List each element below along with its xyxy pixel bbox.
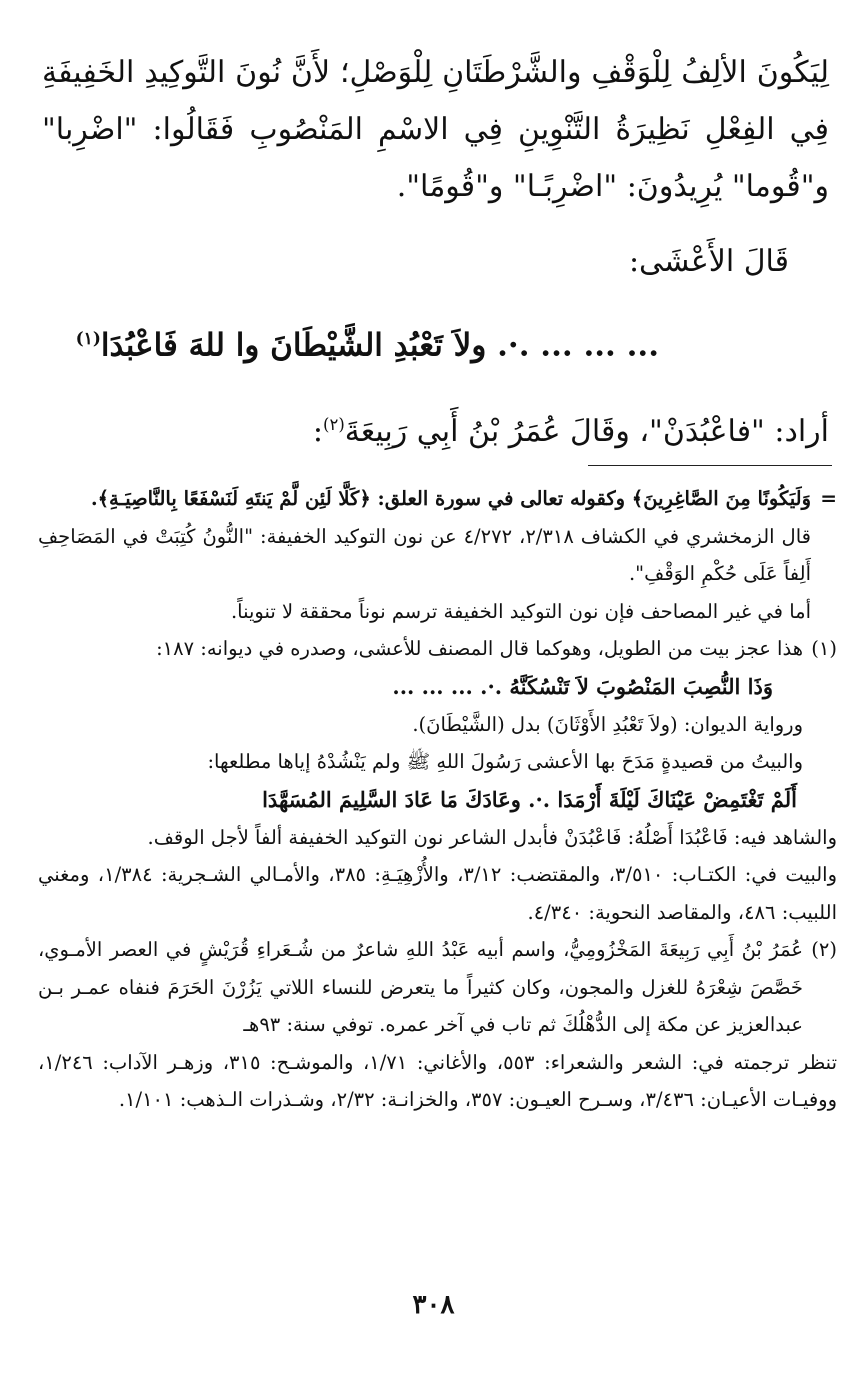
paragraph-3-colon: : xyxy=(312,414,324,450)
note-line: قال الزمخشري في الكشاف ٢/٣١٨، ٤/٢٧٢ عن نون التوكيد الخفيفة: "النُّونُ كُتِبَتْ في المَصَاحِفِ أَلِفاً عَلَى حُكْمِ الوَقْفِ". xyxy=(38,524,811,585)
note-line: تنظر ترجمته في: الشعر والشعراء: ٥٥٣، والأغاني: ١/٧١، والموشـح: ٣١٥، وزهـر الآداب: ١/٢٤٦، ووفيـات الأعيـان: ٣/٤٣٦، وسـرح العيـون: ٣٥٧، والخزانـة: ٢/٣٢، وشـذرات الـذهب: ١/١٠١. xyxy=(38,1050,837,1111)
note-line: عُمَرُ بْنُ أَبِي رَبِيعَةَ المَخْزُومِيُّ، واسم أبيه عَبْدُ اللهِ شاعرٌ من شُـعَراءِ قُرَيْشٍ في العصر الأمـوي، خَصَّصَ شِعْرَهُ للغزل والمجون، وكان كثيراً ما يتعرض للنساء اللاتي يَزُرْنَ الحَرَمَ فنفاه عمـر بـن عبدالعزيز عن مكة إلى الدُّهْلُكَ ثم تاب في آخر عمره. توفي سنة: ٩٣هـ xyxy=(38,938,803,1036)
continuation-mark: = xyxy=(820,486,837,510)
footnote-1 xyxy=(38,630,837,668)
footnote-continued-body xyxy=(38,480,811,630)
paragraph-1: لِيَكُونَ الألِفُ لِلْوَقْفِ والشَّرْطَتَانِ لِلْوَصْلِ؛ لأَنَّ نُونَ التَّوكِيدِ الخَفِيفَةِ فِي الفِعْلِ نَظِيرَةُ التَّنْوِينِ فِي الاسْمِ المَنْصُوبِ فَقَالُوا: "اضْرِبا" و"قُوما" يُرِيدُونَ: "اضْرِبًـا" و"قُومًا". xyxy=(42,55,829,204)
note-line: أما في غير المصاحف فإن نون التوكيد الخفيفة ترسم نوناً محققة لا تنويناً. xyxy=(230,599,811,623)
footnote-1-body xyxy=(38,630,803,668)
footnote-continued xyxy=(38,480,837,630)
footnote-2 xyxy=(38,931,837,1044)
footnote-1-verse: وَذَا النُّصِبَ المَنْصُوبَ لاَ تَنْسُكَنَّهُ .·. ... ... ... xyxy=(392,673,773,699)
page-number: ٣٠٨ xyxy=(412,1290,455,1320)
note-line: وَلَيَكُونًا مِنَ الصَّاغِرِينَ﴾ وكقوله تعالى في سورة العلق: ﴿كَلَّا لَئِن لَّمْ يَنتَهِ لَنَسْفَعًا بِالنَّاصِيَـةِ﴾. xyxy=(90,487,811,510)
footnote-1-number: (١) xyxy=(811,637,837,660)
footnote-divider xyxy=(588,465,832,466)
paragraph-3 xyxy=(42,396,829,460)
footnote-1-cont xyxy=(38,706,837,781)
footnote-ref-2[interactable]: (٢) xyxy=(323,415,345,435)
verse-line xyxy=(42,312,829,372)
note-line: ورواية الديوان: (ولاَ تَعْبُدِ الأَوْثَانَ) بدل (الشَّيْطَانَ). xyxy=(412,712,803,736)
note-line: هذا عجز بيت من الطويل، وهوكما قال المصنف للأعشى، وصدره في ديوانه: ١٨٧: xyxy=(156,637,803,660)
verse-text: ... ... ... .·. ولاَ تَعْبُدِ الشَّيْطَانَ وا للهَ فَاعْبُدَا xyxy=(100,327,659,364)
main-text xyxy=(42,44,829,460)
note-line: والبيت في: الكتـاب: ٣/٥١٠، والمقتضب: ٣/١٢، والأُزْهِيَـةِ: ٣٨٥، والأمـالي الشـجرية: ١/٣٨٤، ومغني اللبيب: ٤٨٦، والمقاصد النحوية: ٤/٣٤٠. xyxy=(38,863,838,924)
paragraph-2: قَالَ الأَعْشَى: xyxy=(628,244,789,279)
note-line: والشاهد فيه: فَاعْبُدَا أَصْلُهُ: فَاعْبُدَنْ فأبدل الشاعر نون التوكيد الخفيفة ألفاً لأجل الوقف. xyxy=(147,825,837,849)
footnotes xyxy=(38,480,837,1119)
footnote-1-cont-2 xyxy=(38,819,837,932)
paragraph-3-text: أراد: "فاعْبُدَنْ"، وقَالَ عُمَرُ بْنُ أَبِي رَبِيعَةَ xyxy=(344,414,829,450)
note-line: والبيتُ من قصيدةٍ مَدَحَ بها الأعشى رَسُولَ اللهِ ﷺ ولم يَنْشُدْهُ إياها مطلعها: xyxy=(207,750,803,773)
footnote-1-verse-2: أَلَمْ تَغْتَمِضْ عَيْنَاكَ لَيْلَةَ أَرْمَدَا .·. وعَادَكَ مَا عَادَ السَّلِيمَ المُسَهَّدَا xyxy=(262,786,797,812)
footnote-2-number: (٢) xyxy=(811,938,837,961)
footnote-ref-1[interactable]: (١) xyxy=(75,329,101,349)
footnote-2-body xyxy=(38,931,803,1044)
